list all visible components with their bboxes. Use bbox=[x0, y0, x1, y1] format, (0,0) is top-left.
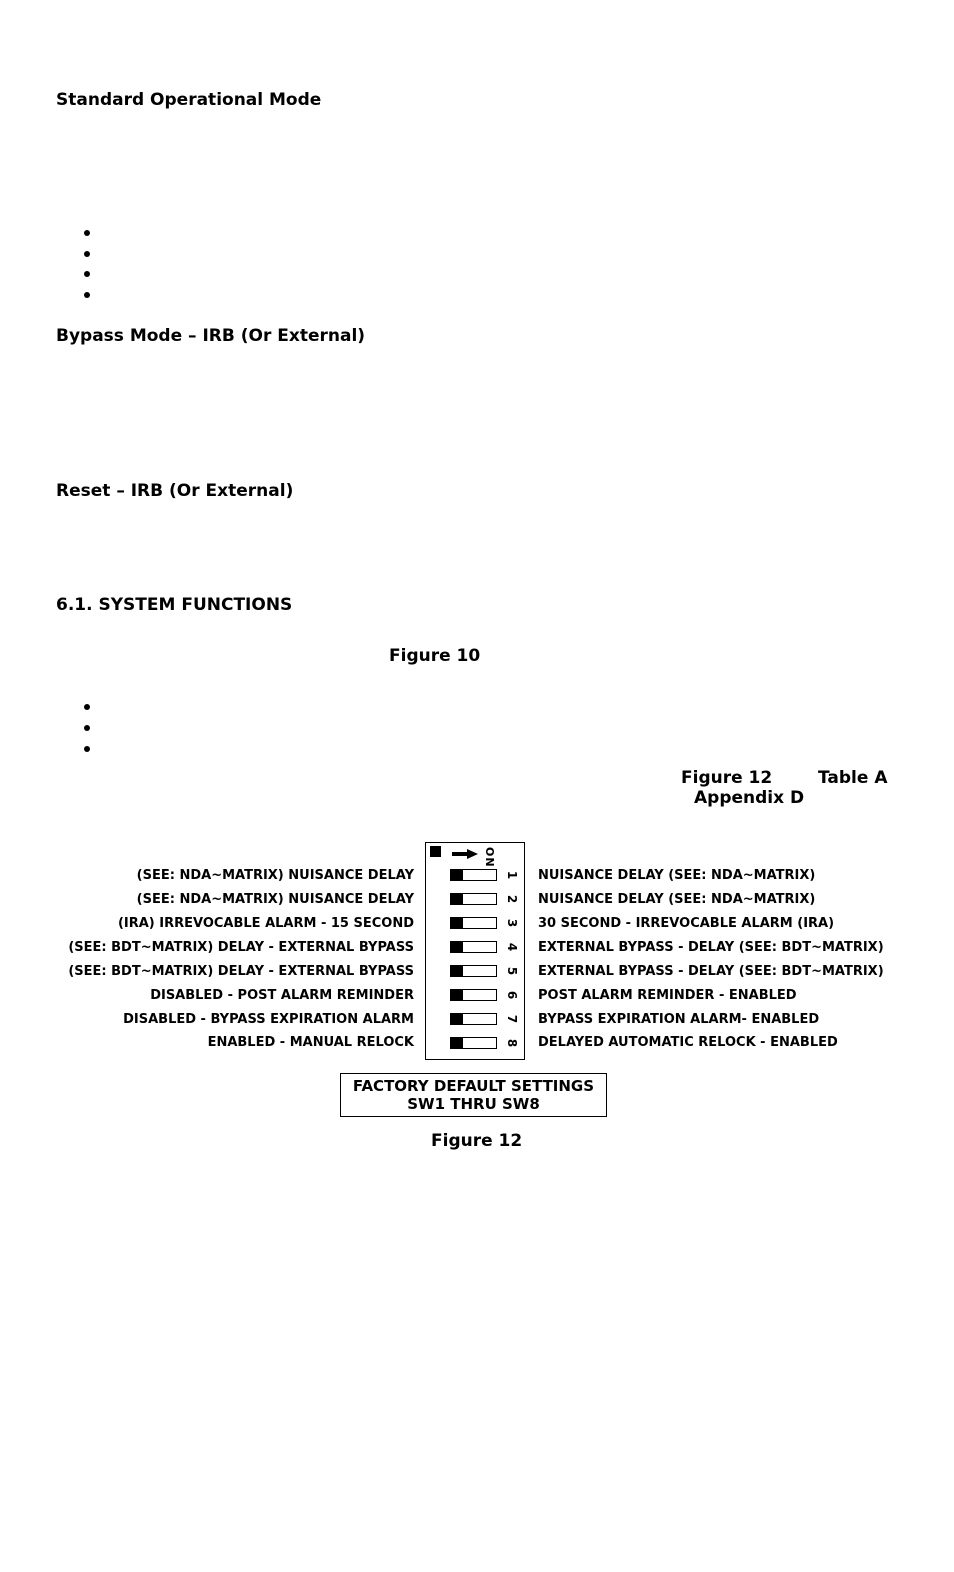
switch-number: 1 bbox=[505, 870, 519, 880]
dip-switch-2 bbox=[450, 893, 497, 905]
switch-knob bbox=[451, 990, 463, 1000]
heading-system-functions: 6.1. SYSTEM FUNCTIONS bbox=[56, 595, 293, 615]
dip-switch-7 bbox=[450, 1013, 497, 1025]
switch-7-left-label: DISABLED - BYPASS EXPIRATION ALARM bbox=[123, 1012, 414, 1027]
heading-bypass-mode: Bypass Mode – IRB (Or External) bbox=[56, 326, 366, 346]
switch-4-left-label: (SEE: BDT~MATRIX) DELAY - EXTERNAL BYPASS bbox=[68, 940, 414, 955]
switch-knob bbox=[451, 870, 463, 880]
switch-number: 7 bbox=[505, 1014, 519, 1024]
caption-figure-10: Figure 10 bbox=[389, 646, 481, 666]
switch-4-right-label: EXTERNAL BYPASS - DELAY (SEE: BDT~MATRIX) bbox=[538, 940, 884, 955]
switch-number: 4 bbox=[505, 942, 519, 952]
switch-2-left-label: (SEE: NDA~MATRIX) NUISANCE DELAY bbox=[136, 892, 414, 907]
bullet-point bbox=[84, 271, 90, 277]
switch-knob bbox=[451, 918, 463, 928]
switch-1-right-label: NUISANCE DELAY (SEE: NDA~MATRIX) bbox=[538, 868, 816, 883]
switch-number: 6 bbox=[505, 990, 519, 1000]
bullet-point bbox=[84, 746, 90, 752]
factory-default-line-2: SW1 THRU SW8 bbox=[407, 1095, 540, 1113]
bullet-point bbox=[84, 292, 90, 298]
bullet-point bbox=[84, 704, 90, 710]
factory-default-line-1: FACTORY DEFAULT SETTINGS bbox=[352, 1077, 595, 1095]
switch-knob bbox=[451, 894, 463, 904]
caption-appendix-d: Appendix D bbox=[694, 788, 805, 808]
dip-switch-diagram bbox=[425, 842, 525, 1060]
on-label: ON bbox=[483, 847, 496, 868]
switch-number: 3 bbox=[505, 918, 519, 928]
switch-6-left-label: DISABLED - POST ALARM REMINDER bbox=[150, 988, 414, 1003]
switch-5-right-label: EXTERNAL BYPASS - DELAY (SEE: BDT~MATRIX) bbox=[538, 964, 884, 979]
switch-number: 2 bbox=[505, 894, 519, 904]
on-indicator-square bbox=[430, 846, 441, 857]
arrow-right-icon bbox=[452, 849, 478, 859]
caption-figure-12-ref: Figure 12 bbox=[681, 768, 773, 788]
dip-switch-6 bbox=[450, 989, 497, 1001]
dip-switch-3 bbox=[450, 917, 497, 929]
switch-knob bbox=[451, 942, 463, 952]
switch-1-left-label: (SEE: NDA~MATRIX) NUISANCE DELAY bbox=[136, 868, 414, 883]
bullet-point bbox=[84, 230, 90, 236]
dip-switch-5 bbox=[450, 965, 497, 977]
switch-knob bbox=[451, 966, 463, 976]
dip-switch-8 bbox=[450, 1037, 497, 1049]
caption-figure-12: Figure 12 bbox=[431, 1131, 523, 1151]
caption-table-a: Table A bbox=[818, 768, 888, 788]
switch-7-right-label: BYPASS EXPIRATION ALARM- ENABLED bbox=[538, 1012, 820, 1027]
switch-knob bbox=[451, 1014, 463, 1024]
heading-standard-mode: Standard Operational Mode bbox=[56, 90, 322, 110]
switch-knob bbox=[451, 1038, 463, 1048]
factory-default-box bbox=[340, 1073, 607, 1117]
switch-2-right-label: NUISANCE DELAY (SEE: NDA~MATRIX) bbox=[538, 892, 816, 907]
bullet-point bbox=[84, 251, 90, 257]
switch-number: 8 bbox=[505, 1038, 519, 1048]
bullet-point bbox=[84, 725, 90, 731]
dip-switch-4 bbox=[450, 941, 497, 953]
switch-number: 5 bbox=[505, 966, 519, 976]
switch-3-left-label: (IRA) IRREVOCABLE ALARM - 15 SECOND bbox=[117, 916, 414, 931]
heading-reset: Reset – IRB (Or External) bbox=[56, 481, 294, 501]
switch-6-right-label: POST ALARM REMINDER - ENABLED bbox=[538, 988, 797, 1003]
switch-3-right-label: 30 SECOND - IRREVOCABLE ALARM (IRA) bbox=[538, 916, 835, 931]
dip-switch-1 bbox=[450, 869, 497, 881]
switch-5-left-label: (SEE: BDT~MATRIX) DELAY - EXTERNAL BYPASS bbox=[68, 964, 414, 979]
switch-8-right-label: DELAYED AUTOMATIC RELOCK - ENABLED bbox=[538, 1035, 838, 1050]
switch-8-left-label: ENABLED - MANUAL RELOCK bbox=[207, 1035, 414, 1050]
